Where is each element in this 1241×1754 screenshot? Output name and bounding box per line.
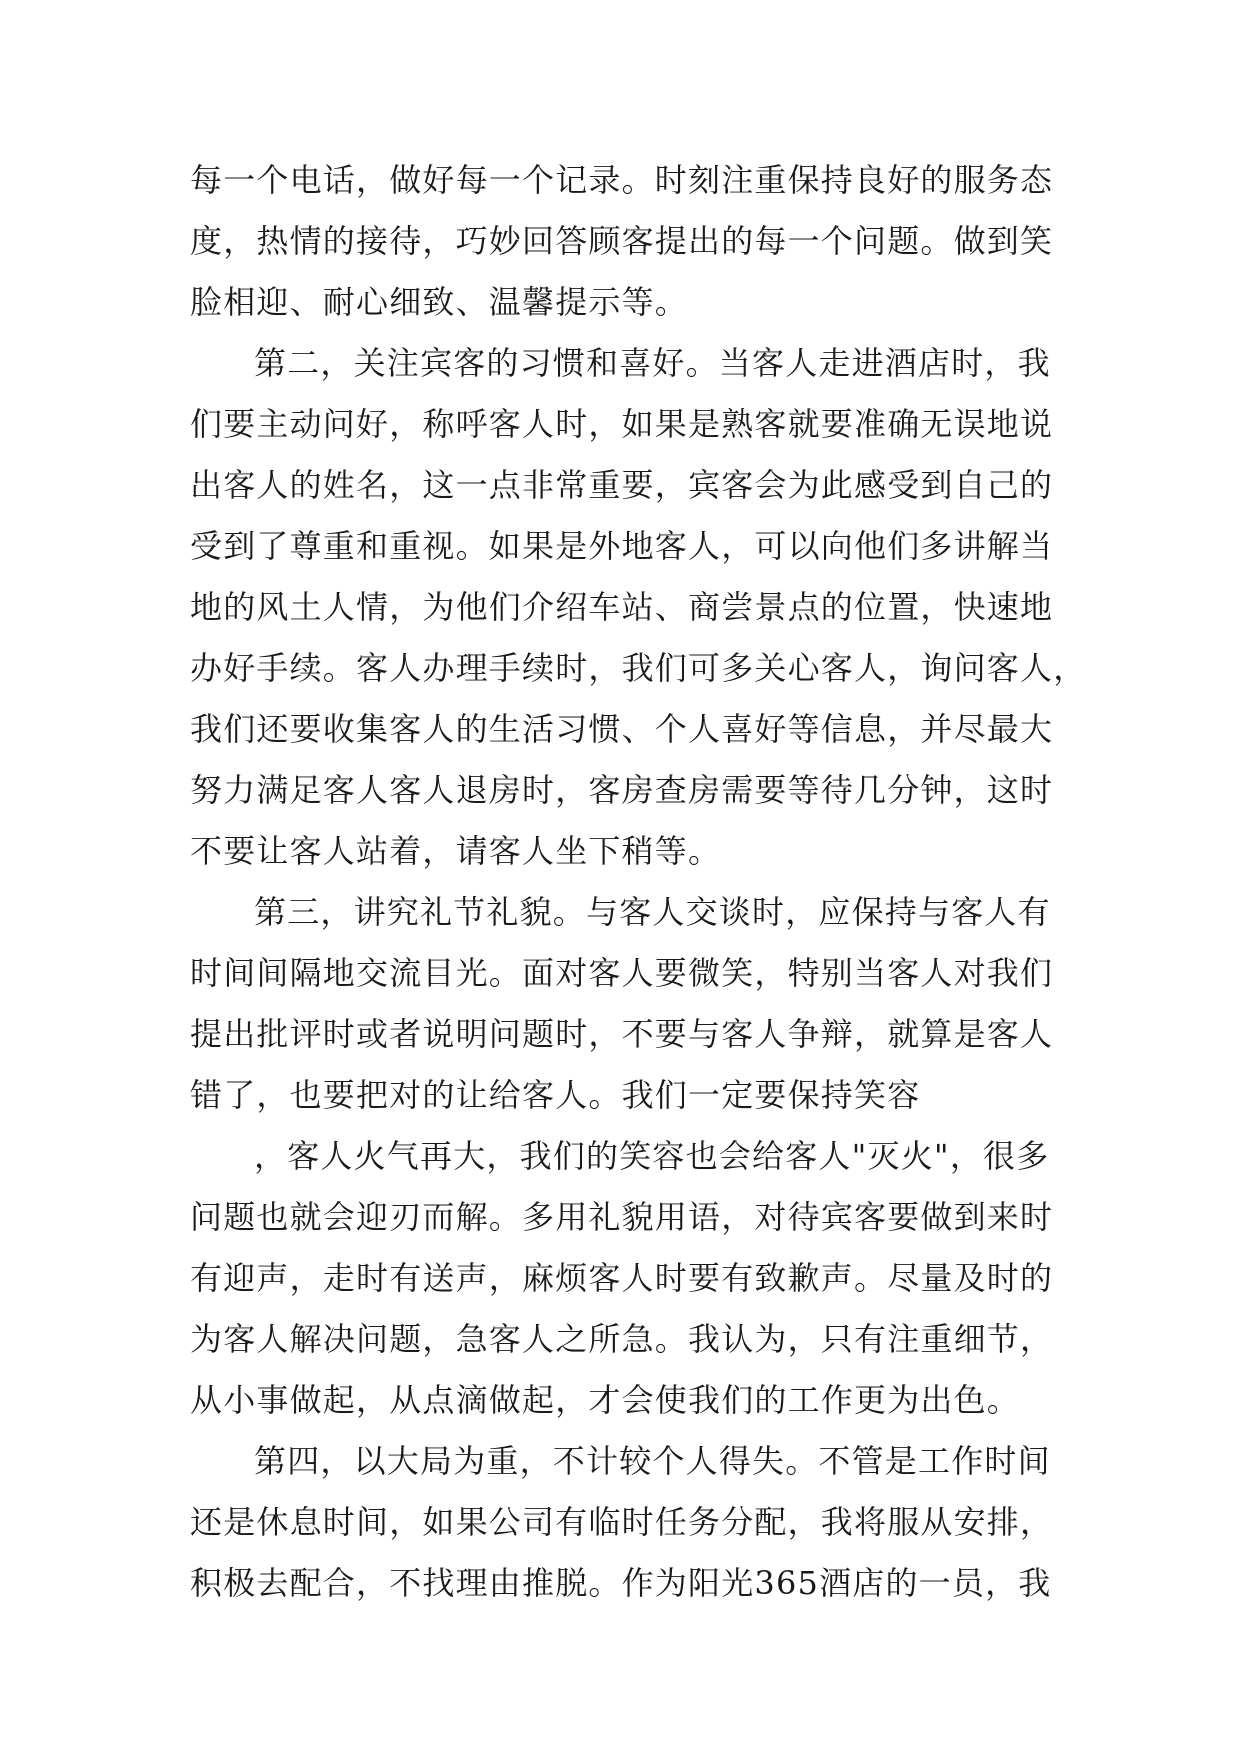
text-line: 不要让客人站着，请客人坐下稍等。 [190, 832, 722, 870]
text-line: 提出批评时或者说明问题时，不要与客人争辩，就算是客人 [190, 1015, 1054, 1053]
text-line: 错了，也要把对的让给客人。我们一定要保持笑容 [190, 1076, 921, 1114]
text-line: 时间间隔地交流目光。面对客人要微笑，特别当客人对我们 [190, 954, 1054, 992]
text-line: 还是休息时间，如果公司有临时任务分配，我将服从安排， [190, 1503, 1054, 1541]
text-line: 办好手续。客人办理手续时，我们可多关心客人，询问客人， [190, 649, 1087, 687]
text-line: 每一个电话，做好每一个记录。时刻注重保持良好的服务态 [190, 161, 1054, 199]
text-line: 脸相迎、耐心细致、温馨提示等。 [190, 283, 689, 321]
document-body [190, 150, 1087, 1614]
paragraph-start-line: 第三，讲究礼节礼貌。与客人交谈时，应保持与客人有 [254, 893, 1051, 931]
text-line: 问题也就会迎刃而解。多用礼貌用语，对待宾客要做到来时 [190, 1198, 1054, 1236]
text-line: 努力满足客人客人退房时，客房查房需要等待几分钟，这时 [190, 771, 1054, 809]
text-line: 积极去配合，不找理由推脱。作为阳光365酒店的一员，我 [190, 1564, 1052, 1602]
paragraph-start-line: 第二，关注宾客的习惯和喜好。当客人走进酒店时，我 [254, 344, 1051, 382]
text-line: 我们还要收集客人的生活习惯、个人喜好等信息，并尽最大 [190, 710, 1054, 748]
text-line: 有迎声，走时有送声，麻烦客人时要有致歉声。尽量及时的 [190, 1259, 1054, 1297]
text-line: 们要主动问好，称呼客人时，如果是熟客就要准确无误地说 [190, 405, 1054, 443]
text-line: 从小事做起，从点滴做起，才会使我们的工作更为出色。 [190, 1381, 1021, 1419]
text-line: 为客人解决问题，急客人之所急。我认为，只有注重细节， [190, 1320, 1054, 1358]
paragraph-start-line: 第四，以大局为重，不计较个人得失。不管是工作时间 [254, 1442, 1051, 1480]
text-line: 受到了尊重和重视。如果是外地客人，可以向他们多讲解当 [190, 527, 1054, 565]
text-line: 出客人的姓名，这一点非常重要，宾客会为此感受到自己的 [190, 466, 1054, 504]
text-line: 度，热情的接待，巧妙回答顾客提出的每一个问题。做到笑 [190, 222, 1054, 260]
paragraph-start-line: ，客人火气再大，我们的笑容也会给客人"灭火"，很多 [254, 1137, 1050, 1175]
text-line: 地的风土人情，为他们介绍车站、商尝景点的位置，快速地 [190, 588, 1054, 626]
